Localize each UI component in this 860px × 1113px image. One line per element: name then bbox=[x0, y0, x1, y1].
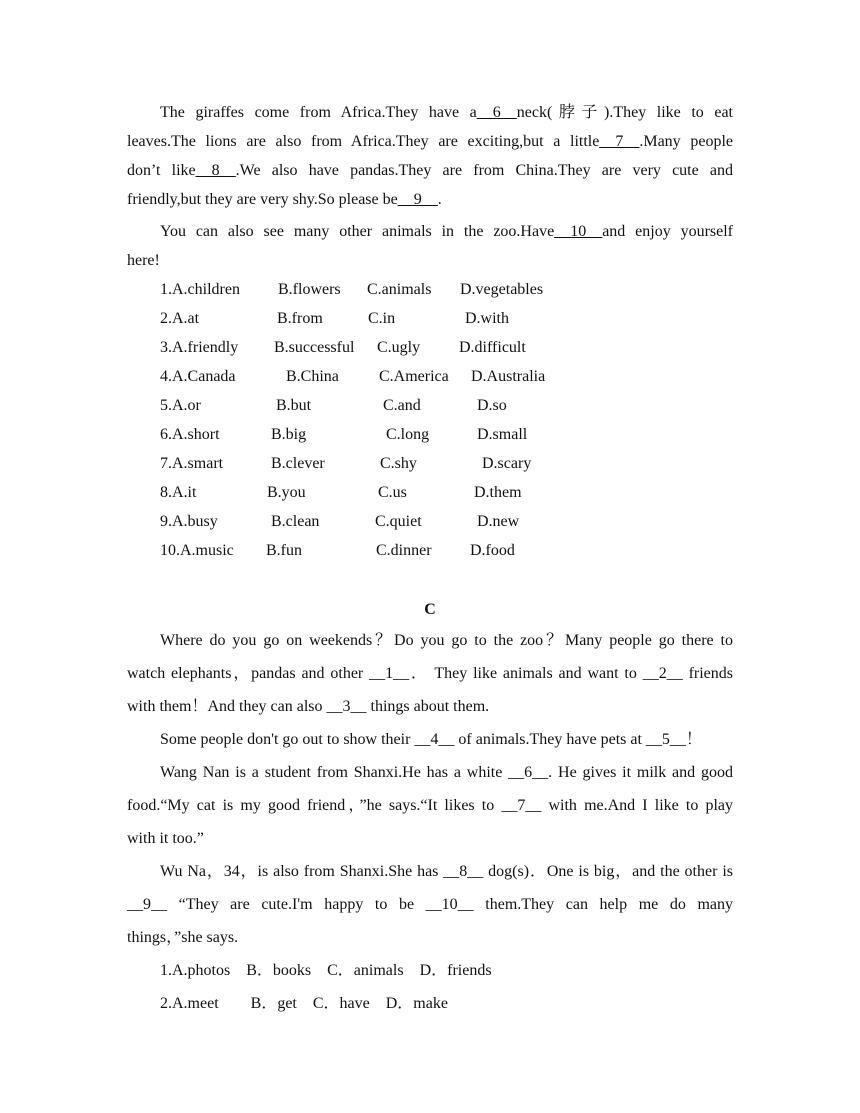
answer-blank: __10__ bbox=[554, 223, 603, 240]
text-line: with it too.” bbox=[127, 830, 204, 847]
text-line: things，”she says. bbox=[127, 929, 239, 946]
option-choice-a: 1.A.children bbox=[160, 281, 240, 298]
option-choice-a: 5.A.or bbox=[160, 397, 201, 414]
text-line: friendly,but they are very shy.So please be__9__. bbox=[127, 191, 442, 208]
option-choice-d: D.small bbox=[477, 426, 528, 443]
option-line: 1.A.photos B．books C．animals D．friends bbox=[160, 962, 492, 979]
text-line: The giraffes come from Africa.They have a__6__neck(脖子).They like to eat bbox=[160, 104, 733, 121]
option-choice-c: C.long bbox=[386, 426, 430, 443]
text-line: __9__ “They are cute.I'm happy to be __10__ them.They can help me do many bbox=[127, 896, 733, 913]
passage-b-paragraph-2 bbox=[127, 217, 733, 275]
option-choice-a: 4.A.Canada bbox=[160, 368, 236, 385]
answer-blank: __7__ bbox=[599, 133, 640, 150]
option-choice-a: 9.A.busy bbox=[160, 513, 218, 530]
option-choice-d: D.vegetables bbox=[460, 281, 544, 298]
option-choice-c: C.shy bbox=[380, 455, 417, 472]
option-choice-b: B.you bbox=[267, 484, 306, 501]
option-choice-c: C.animals bbox=[367, 281, 432, 298]
text-line: here! bbox=[127, 252, 160, 269]
option-line: 2.A.meet B．get C．have D．make bbox=[160, 995, 448, 1012]
option-choice-a: 3.A.friendly bbox=[160, 339, 239, 356]
option-choice-b: B.successful bbox=[274, 339, 355, 356]
text-line: You can also see many other animals in the zoo.Have__10__and enjoy yourself bbox=[160, 223, 733, 240]
option-choice-d: D.difficult bbox=[459, 339, 526, 356]
text-line: food.“My cat is my good friend，”he says.“It likes to __7__ with me.And I like to play bbox=[127, 797, 733, 814]
answer-blank: __6__ bbox=[476, 104, 517, 121]
option-choice-b: B.flowers bbox=[278, 281, 341, 298]
option-choice-b: B.from bbox=[277, 310, 323, 327]
text-line: don’t like__8__.We also have pandas.They are from China.They are very cute and bbox=[127, 162, 734, 179]
option-choice-d: D.new bbox=[477, 513, 520, 530]
option-choice-a: 2.A.at bbox=[160, 310, 200, 327]
option-choice-d: D.so bbox=[477, 397, 507, 414]
text-line: Where do you go on weekends？Do you go to the zoo？Many people go there to bbox=[160, 632, 733, 649]
option-choice-c: C.us bbox=[378, 484, 407, 501]
text-line: leaves.The lions are also from Africa.They are exciting,but a little__7__.Many people bbox=[127, 133, 734, 150]
option-choice-d: D.food bbox=[470, 542, 515, 559]
option-choice-a: 6.A.short bbox=[160, 426, 220, 443]
option-choice-b: B.China bbox=[286, 368, 339, 385]
text-line: with them！And they can also __3__ things about them. bbox=[127, 698, 490, 715]
option-choice-d: D.them bbox=[474, 484, 522, 501]
option-choice-c: C.in bbox=[368, 310, 396, 327]
passage-c-text bbox=[127, 624, 733, 1020]
option-choice-a: 10.A.music bbox=[160, 542, 234, 559]
option-choice-b: B.but bbox=[276, 397, 312, 414]
option-choice-a: 8.A.it bbox=[160, 484, 197, 501]
option-choice-a: 7.A.smart bbox=[160, 455, 224, 472]
option-choice-c: C.America bbox=[379, 368, 449, 385]
text-line: Wang Nan is a student from Shanxi.He has a white __6__. He gives it milk and good bbox=[160, 764, 733, 781]
option-choice-c: C.and bbox=[383, 397, 421, 414]
option-choice-b: B.fun bbox=[266, 542, 302, 559]
option-choice-b: B.clever bbox=[271, 455, 325, 472]
option-choice-b: B.clean bbox=[271, 513, 320, 530]
option-choice-c: C.ugly bbox=[377, 339, 421, 356]
answer-blank: __9__ bbox=[397, 191, 438, 208]
option-choice-c: C.dinner bbox=[376, 542, 432, 559]
option-choice-b: B.big bbox=[271, 426, 307, 443]
passage-b-paragraph-1 bbox=[127, 98, 733, 214]
text-line: Some people don't go out to show their __4__ of animals.They have pets at __5__！ bbox=[160, 731, 702, 748]
text-line: watch elephants，pandas and other __1__． They like animals and want to __2__ friends bbox=[127, 665, 734, 682]
answer-blank: __8__ bbox=[195, 162, 236, 179]
option-choice-d: D.with bbox=[465, 310, 509, 327]
section-title: C bbox=[424, 601, 436, 618]
option-choice-d: D.scary bbox=[482, 455, 532, 472]
option-choice-c: C.quiet bbox=[375, 513, 422, 530]
text-line: Wu Na，34，is also from Shanxi.She has __8__ dog(s)．One is big，and the other is bbox=[160, 863, 733, 880]
option-choice-d: D.Australia bbox=[471, 368, 546, 385]
